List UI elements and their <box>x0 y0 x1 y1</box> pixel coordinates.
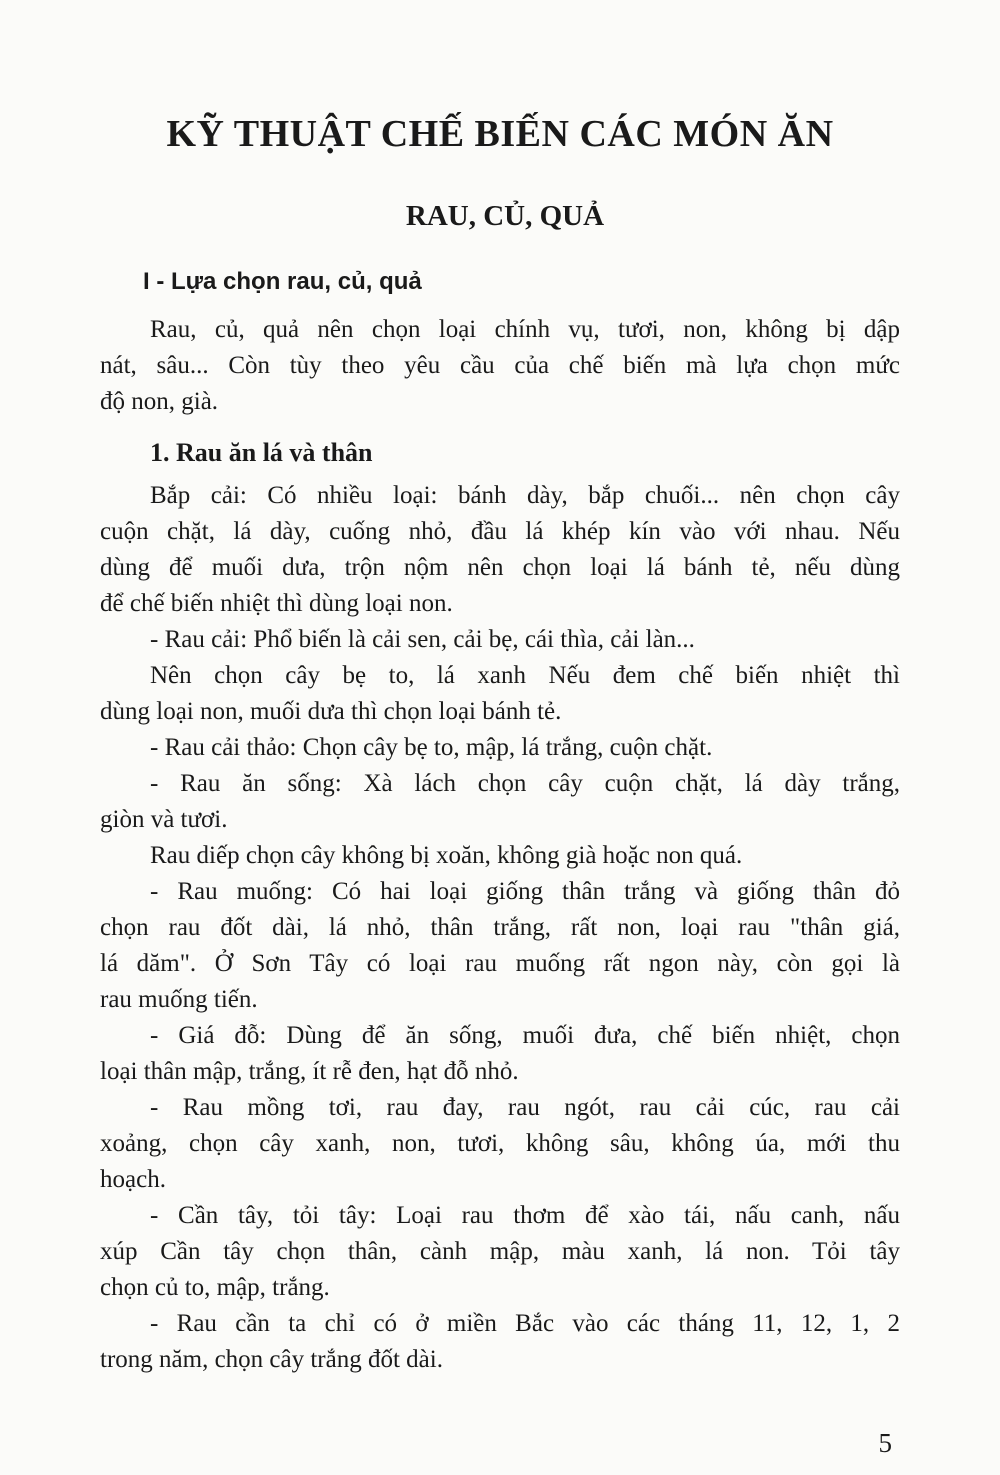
text-line: chọn rau đốt dài, lá nhỏ, thân trắng, rất non, loại rau "thân giá, <box>100 914 900 941</box>
text-line: Bắp cải: Có nhiều loại: bánh dày, bắp chuối... nên chọn cây <box>150 482 900 509</box>
text-line: - Rau cần ta chỉ có ở miền Bắc vào các tháng 11, 12, 1, 2 <box>150 1310 900 1337</box>
text-line: để chế biến nhiệt thì dùng loại non. <box>100 590 453 617</box>
text-line: hoạch. <box>100 1166 166 1193</box>
page-subtitle: RAU, CỦ, QUẢ <box>405 200 605 232</box>
text-line: Rau diếp chọn cây không bị xoăn, không già hoặc non quá. <box>150 842 743 869</box>
text-line: - Rau ăn sống: Xà lách chọn cây cuộn chặt, lá dày trắng, <box>150 770 900 797</box>
text-line: giòn và tươi. <box>100 806 228 833</box>
page-number: 5 <box>878 1428 892 1458</box>
text-line: độ non, già. <box>100 388 219 415</box>
text-line: - Giá đỗ: Dùng để ăn sống, muối đưa, chế biến nhiệt, chọn <box>150 1022 900 1049</box>
text-line: Rau, củ, quả nên chọn loại chính vụ, tươi, non, không bị dập <box>150 316 900 343</box>
text-line: - Rau muống: Có hai loại giống thân trắng và giống thân đỏ <box>150 878 900 905</box>
text-line: chọn củ to, mập, trắng. <box>100 1274 330 1301</box>
text-line: loại thân mập, trắng, ít rễ đen, hạt đỗ nhỏ. <box>100 1058 519 1085</box>
subsection-heading: 1. Rau ăn lá và thân <box>150 438 373 467</box>
text-line: - Rau cải: Phổ biến là cải sen, cải bẹ, cái thìa, cải làn... <box>150 626 695 653</box>
text-line: - Rau mồng tơi, rau đay, rau ngót, rau cải cúc, rau cải <box>150 1094 900 1121</box>
text-line: xoảng, chọn cây xanh, non, tươi, không sâu, không úa, mới thu <box>100 1130 900 1157</box>
section-heading: I - Lựa chọn rau, củ, quả <box>143 268 422 295</box>
text-line: rau muống tiến. <box>100 986 258 1013</box>
text-line: nát, sâu... Còn tùy theo yêu cầu của chế biến mà lựa chọn mức <box>100 352 900 379</box>
text-line: - Rau cải thảo: Chọn cây bẹ to, mập, lá trắng, cuộn chặt. <box>150 734 713 761</box>
text-line: trong năm, chọn cây trắng đốt dài. <box>100 1346 443 1373</box>
text-line: lá dăm". Ở Sơn Tây có loại rau muống rất ngon này, còn gọi là <box>100 950 900 977</box>
text-line: Nên chọn cây bẹ to, lá xanh Nếu đem chế biến nhiệt thì <box>150 662 900 689</box>
text-line: cuộn chặt, lá dày, cuống nhỏ, đầu lá khép kín vào với nhau. Nếu <box>100 518 900 545</box>
text-line: xúp Cần tây chọn thân, cành mập, màu xanh, lá non. Tỏi tây <box>100 1238 900 1265</box>
text-line: dùng để muối dưa, trộn nộm nên chọn loại lá bánh tẻ, nếu dùng <box>100 554 900 581</box>
text-line: dùng loại non, muối dưa thì chọn loại bánh tẻ. <box>100 698 562 725</box>
text-line: - Cần tây, tỏi tây: Loại rau thơm để xào tái, nấu canh, nấu <box>150 1202 900 1229</box>
page-title: KỸ THUẬT CHẾ BIẾN CÁC MÓN ĂN <box>166 113 834 155</box>
